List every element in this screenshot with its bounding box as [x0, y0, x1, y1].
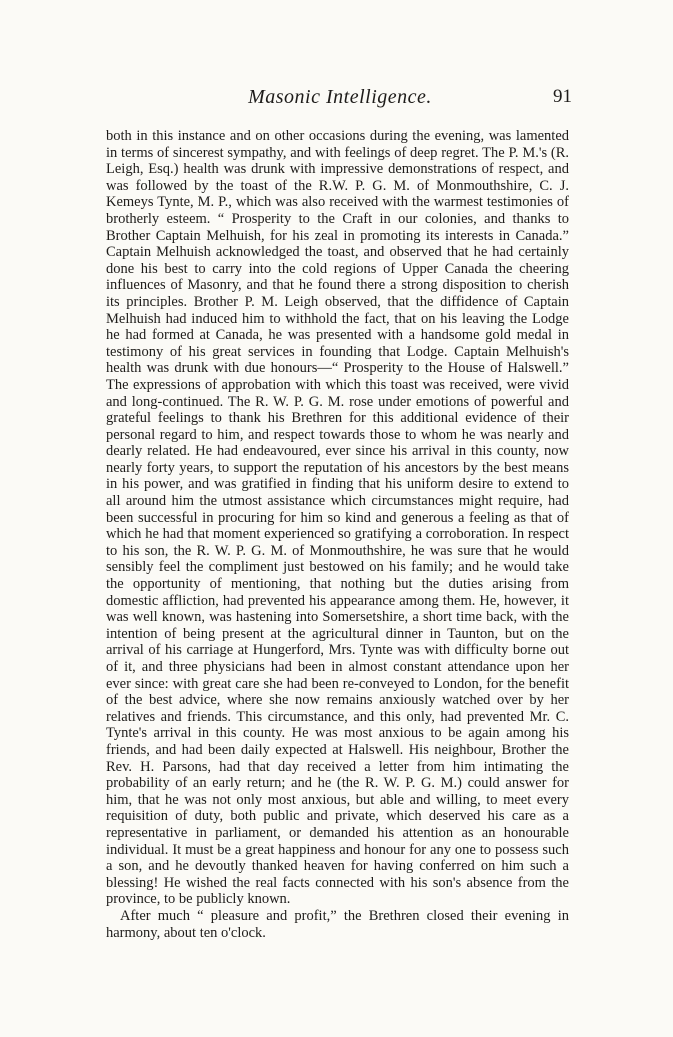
page-header: [100, 86, 580, 114]
article-body: [106, 128, 569, 941]
page-number: 91: [553, 86, 572, 107]
paragraph: After much “ pleasure and profit,” the Brethren closed their evening in harmony, about ten o'clock.: [106, 907, 569, 941]
paragraph: both in this instance and on other occasions during the evening, was lamented in terms of sincerest sympathy, and with feelings of deep regret. The P. M.'s (R. Leigh, Esq.) health was drunk with impressive demonstrations of respect, and was followed by the toast of the R.W. P. G. M. of Monmouthshire, C. J. Kemeys Tynte, M. P., which was also received with the warmest testimonies of brotherly esteem. “ Prosperity to the Craft in our colonies, and thanks to Brother Captain Melhuish, for his zeal in promoting its interests in Canada.” Captain Melhuish acknowledged the toast, and observed that he had certainly done his best to carry into the cold regions of Upper Canada the cheering influences of Masonry, and that he found there a strong disposition to cherish its principles. Brother P. M. Leigh observed, that the diffidence of Captain Melhuish had induced him to withhold the fact, that on his leaving the Lodge he had formed at Canada, he was presented with a handsome gold medal in testimony of his great services in founding that Lodge. Captain Melhuish's health was drunk with due honours—“ Prosperity to the House of Halswell.” The expressions of approbation with which this toast was received, were vivid and long-continued. The R. W. P. G. M. rose under emotions of powerful and grateful feelings to thank his Brethren for this additional evidence of their personal regard to him, and respect towards those to whom he was nearly and dearly related. He had endeavoured, ever since his arrival in this county, now nearly forty years, to support the reputation of his ancestors by the best means in his power, and was gratified in finding that his uniform desire to extend to all around him the utmost assistance which circumstances might require, had been successful in procuring for him so kind and generous a feeling as that of which he had that moment experienced so gratifying a corroboration. In respect to his son, the R. W. P. G. M. of Monmouthshire, he was sure that he would sensibly feel the compliment just bestowed on his family; and he would take the opportunity of mentioning, that nothing but the duties arising from domestic affliction, had prevented his appearance among them. He, however, it was well known, was hastening into Somersetshire, a short time back, with the intention of being present at the agricultural dinner in Taunton, but on the arrival of his carriage at Hungerford, Mrs. Tynte was with difficulty borne out of it, and three physicians had been in almost constant attendance upon her ever since: with great care she had been re-conveyed to London, for the benefit of the best advice, where she now remains anxiously watched over by her relatives and friends. This circumstance, and this only, had prevented Mr. C. Tynte's arrival in this county. He was most anxious to be again among his friends, and had been daily expected at Halswell. His neighbour, Brother the Rev. H. Parsons, had that day received a letter from him intimating the probability of an early return; and he (the R. W. P. G. M.) could answer for him, that he was not only most anxious, but able and willing, to meet every requisition of duty, both public and private, which deserved his care as a representative in parliament, or demanded his attention as an honourable individual. It must be a great happiness and honour for any one to possess such a son, and he devoutly thanked heaven for having conferred on him such a blessing! He wished the real facts connected with his son's absence from the province, to be publicly known.: [106, 128, 569, 908]
running-title: Masonic Intelligence.: [248, 86, 432, 108]
